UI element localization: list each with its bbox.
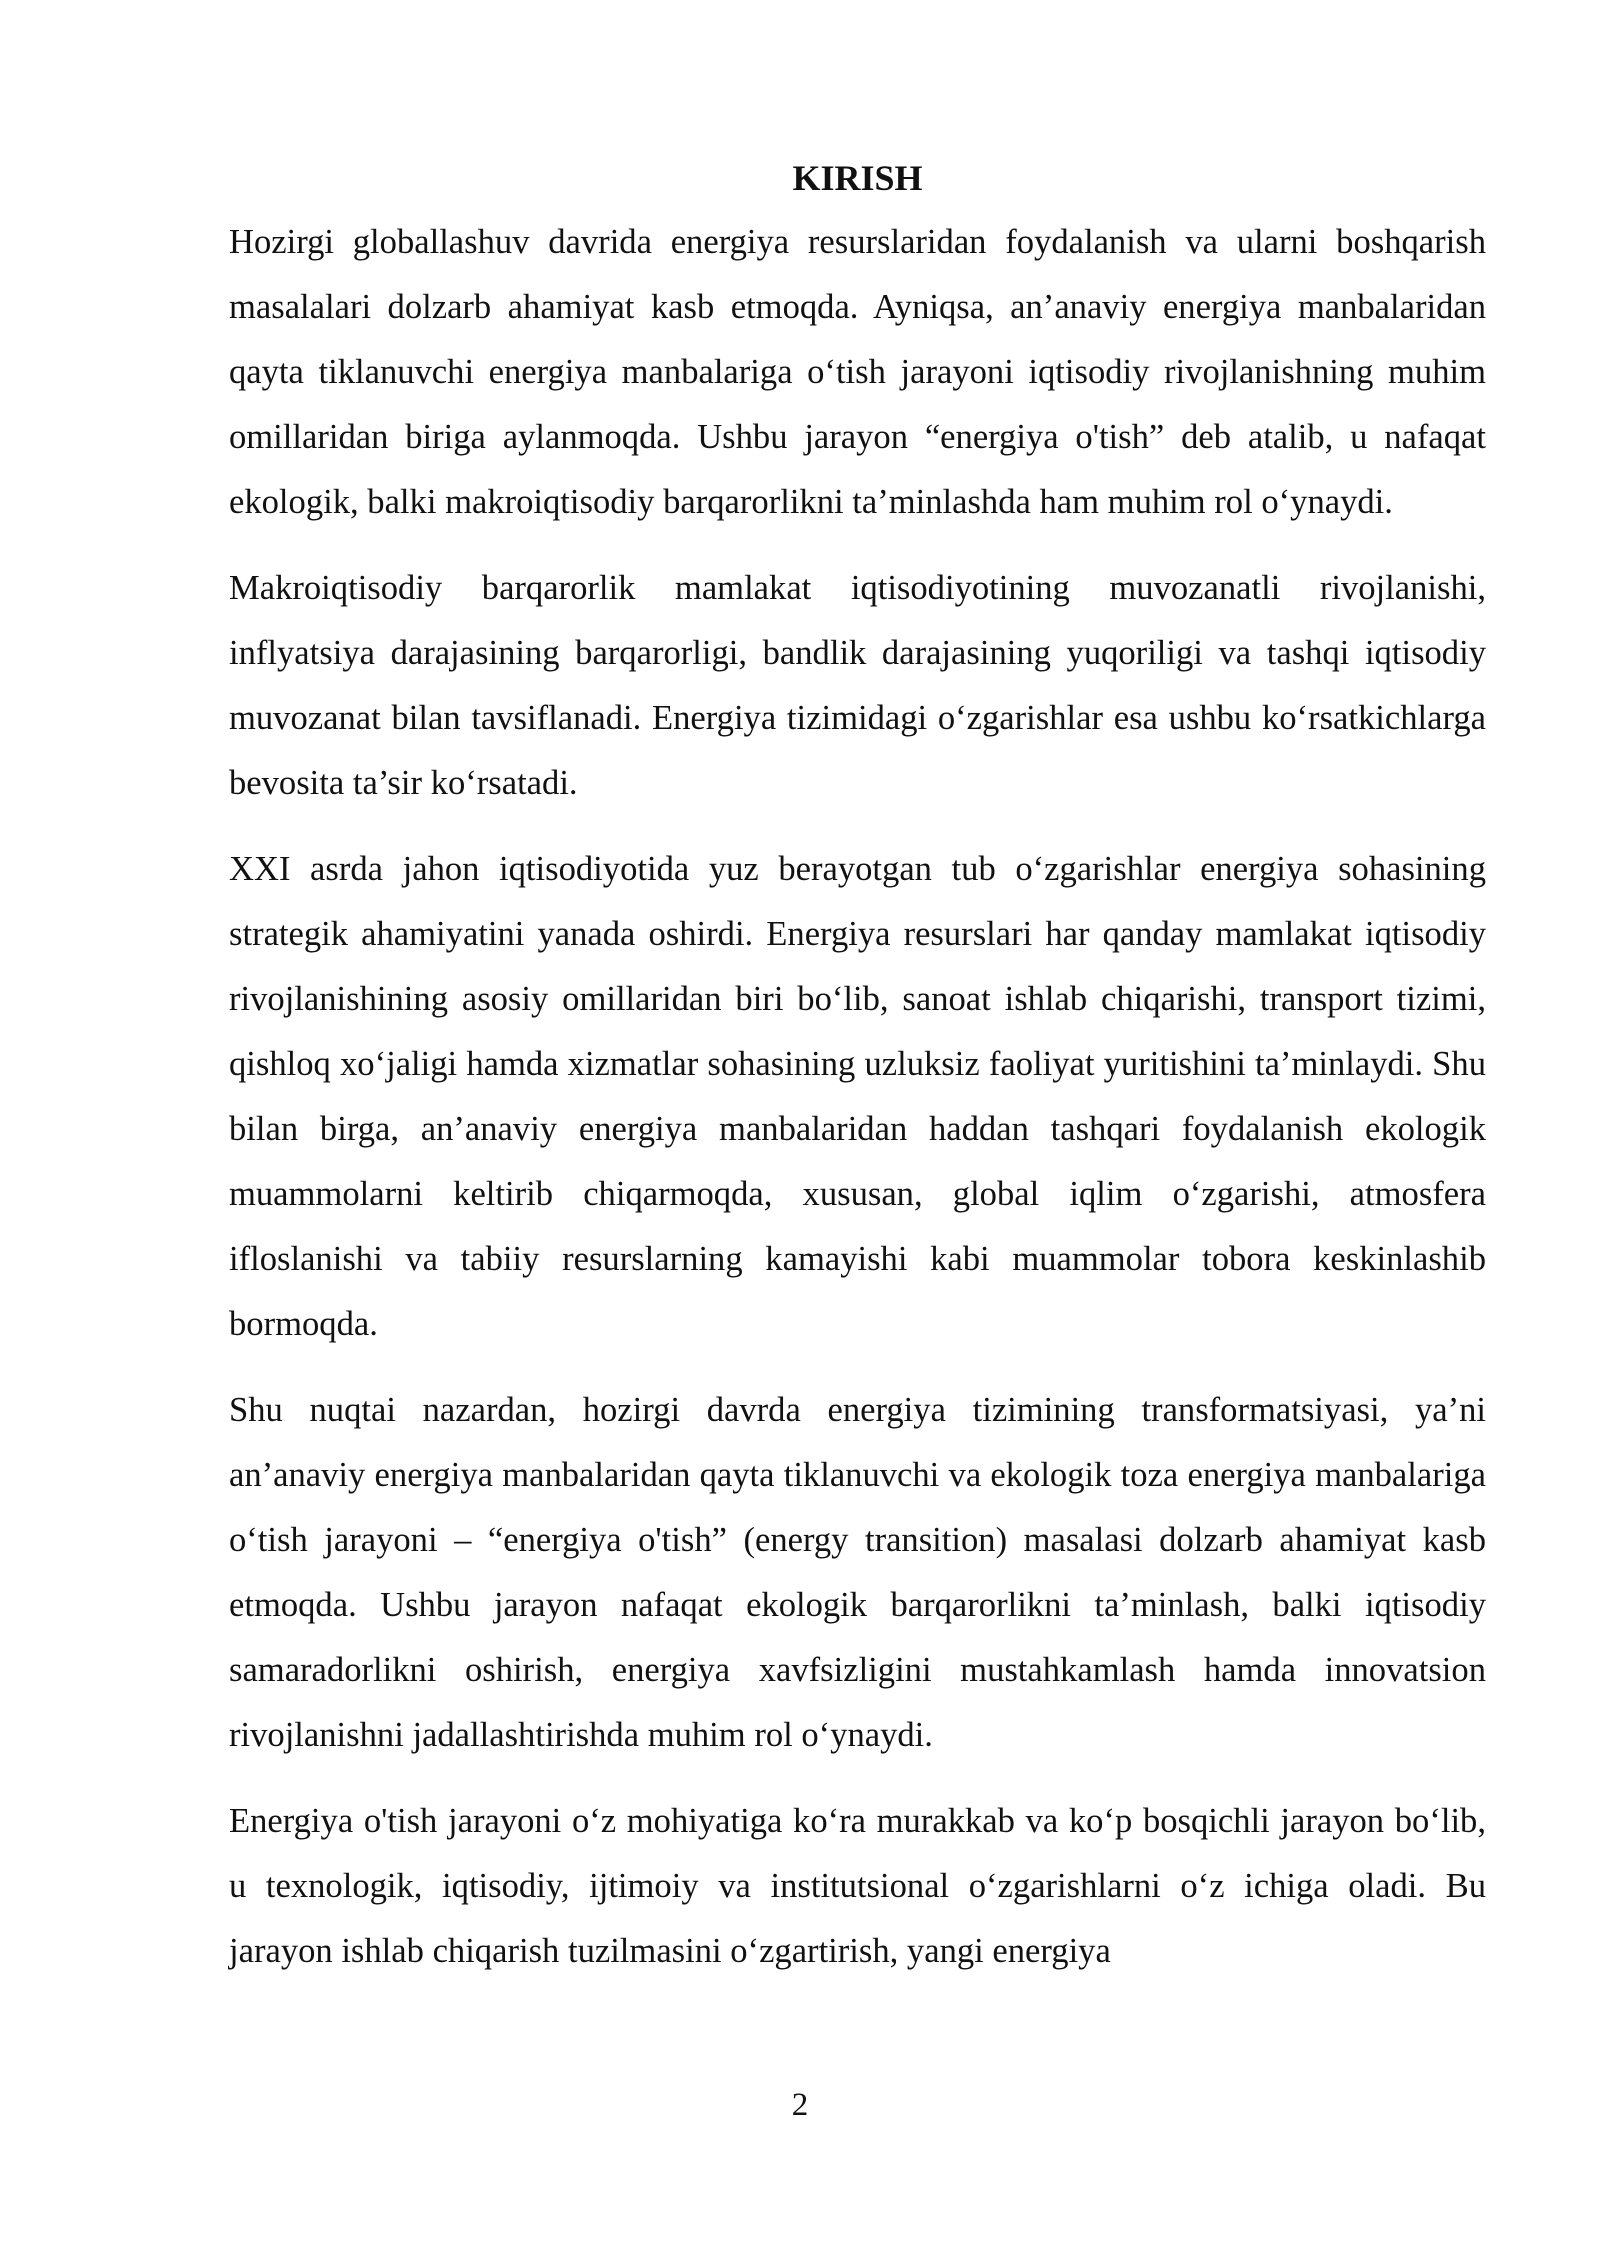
page-number: 2 [791,2087,809,2123]
paragraph-3: XXI asrda jahon iqtisodiyotida yuz berayotgan tub o‘zgarishlar energiya sohasining strategik ahamiyatini yanada oshirdi. Energiya resurslari har qanday mamlakat iqtisodiy rivojlanishining asosiy omillaridan biri bo‘lib, sanoat ishlab chiqarishi, transport tizimi, qishloq xo‘jaligi hamda xizmatlar sohasining uzluksiz faoliyat yuritishini ta’minlaydi. Shu bilan birga, an’anaviy energiya manbalaridan haddan tashqari foydalanish ekologik muammolarni keltirib chiqarmoqda, xususan, global iqlim o‘zgarishi, atmosfera ifloslanishi va tabiiy resurslarning kamayishi kabi muammolar tobora keskinlashib bormoqda. [229,850,1486,1343]
paragraph-1: Hozirgi globallashuv davrida energiya resurslaridan foydalanish va ularni boshqarish masalalari dolzarb ahamiyat kasb etmoqda. Ayniqsa, an’anaviy energiya manbalaridan qayta tiklanuvchi energiya manbalariga o‘tish jarayoni iqtisodiy rivojlanishning muhim omillaridan biriga aylanmoqda. Ushbu jarayon “energiya o'tish” deb atalib, u nafaqat ekologik, balki makroiqtisodiy barqarorlikni ta’minlashda ham muhim rol o‘ynaydi. [229,223,1486,521]
paragraph-2: Makroiqtisodiy barqarorlik mamlakat iqtisodiyotining muvozanatli rivojlanishi, inflyatsiya darajasining barqarorligi, bandlik darajasining yuqoriligi va tashqi iqtisodiy muvozanat bilan tavsiflanadi. Energiya tizimidagi o‘zgarishlar esa ushbu ko‘rsatkichlarga bevosita ta’sir ko‘rsatadi. [229,569,1486,802]
page-content [229,150,1486,2005]
paragraph-5: Energiya o'tish jarayoni o‘z mohiyatiga ko‘ra murakkab va ko‘p bosqichli jarayon bo‘lib, u texnologik, iqtisodiy, ijtimoiy va institutsional o‘zgarishlarni o‘z ichiga oladi. Bu jarayon ishlab chiqarish tuzilmasini o‘zgartirish, yangi energiya [229,1802,1486,1970]
paragraph-4: Shu nuqtai nazardan, hozirgi davrda energiya tizimining transformatsiyasi, ya’ni an’anaviy energiya manbalaridan qayta tiklanuvchi va ekologik toza energiya manbalariga o‘tish jarayoni – “energiya o'tish” (energy transition) masalasi dolzarb ahamiyat kasb etmoqda. Ushbu jarayon nafaqat ekologik barqarorlikni ta’minlash, balki iqtisodiy samaradorlikni oshirish, energiya xavfsizligini mustahkamlash hamda innovatsion rivojlanishni jadallashtirishda muhim rol o‘ynaydi. [229,1391,1486,1754]
section-title: KIRISH [792,158,923,198]
